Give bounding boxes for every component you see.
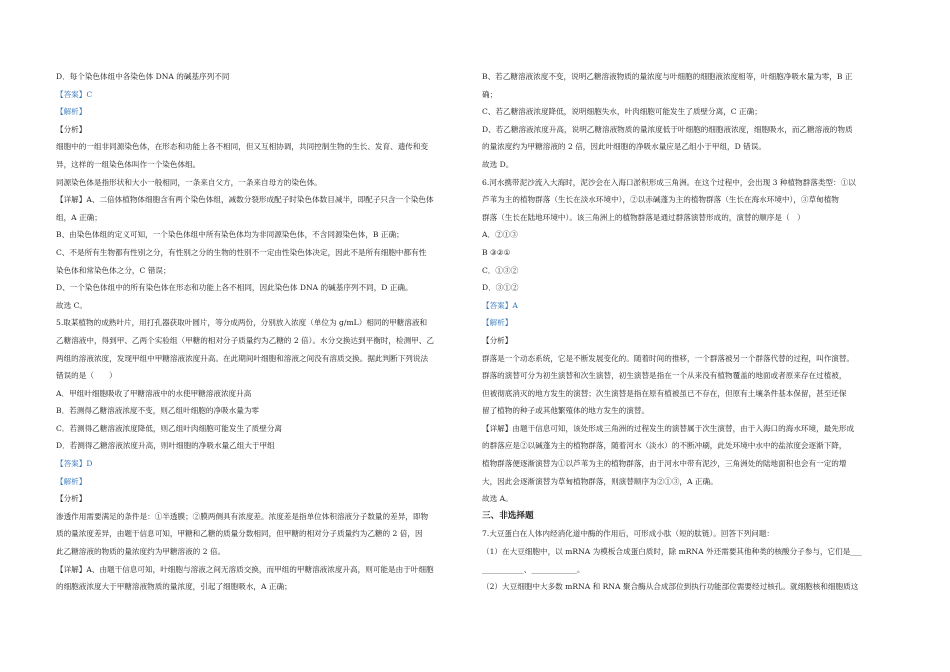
text-line: D．每个染色体组中各染色体 DNA 的碱基序列不同: [56, 72, 230, 81]
answer-tag-line: 【解析】: [482, 318, 513, 328]
left-column: [56, 68, 468, 596]
text-line: （2）大豆细胞中大多数 mRNA 和 RNA 聚合酶从合成部位到执行功能部位需要经过核孔。就细胞核和细胞质这: [482, 582, 859, 592]
text-line: 乙糖溶液中，得到甲、乙两个实验组（甲糖的相对分子质量约为乙糖的 2 倍）。水分交换达到平衡时，检测甲、乙: [56, 335, 434, 345]
text-line: C．若测得乙糖溶液浓度降低，则乙组叶肉细胞可能发生了质壁分离: [56, 423, 283, 433]
text-line: 的细胞液浓度大于甲糖溶液物质的量浓度，引起了细胞吸水，A 正确；: [56, 582, 292, 592]
text-line: 染色体和常染色体之分，C 错误；: [56, 265, 171, 275]
answer-tag-line: 【答案】D: [56, 459, 93, 469]
text-line: 芦苇为主的植物群落（生长在淡水环境中），②以赤碱蓬为主的植物群落（生长在海水环境中），③草甸植物: [482, 195, 839, 205]
text-line: 【分析】: [56, 124, 87, 134]
text-line: 群落是一个动态系统，它是不断发展变化的。随着时间的推移，一个群落被另一个群落代替的过程，叫作演替。: [482, 353, 855, 363]
text-line: D、一个染色体组中的所有染色体在形态和功能上各不相同，因此染色体 DNA 的碱基序列不同，D 正确。: [56, 283, 413, 293]
section-heading: 三、非选择题: [482, 510, 534, 521]
text-line: 留了植物的种子或其他繁殖体的地方发生的演替。: [482, 406, 650, 416]
text-line: C、若乙糖溶液浓度降低，说明细胞失水，叶肉细胞可能发生了质壁分离，C 正确；: [482, 107, 762, 117]
text-line: 【详解】A、由题干信息可知，叶细胞与溶液之间无溶质交换，而甲组的甲糖溶液浓度升高，则可能是由于叶细胞: [56, 564, 434, 574]
text-line: 故选 A。: [482, 494, 513, 504]
text-line: 组，A 正确；: [56, 212, 102, 222]
answer-tag-line: 【解析】: [56, 107, 87, 117]
text-line: 的群落应是②以碱蓬为主的植物群落，随着河水（淡水）的不断冲刷，此处环境中水中的盐浓度会逐渐下降，: [482, 441, 847, 451]
text-line: 6.河水携带泥沙流入大海时，泥沙会在入海口淤积形成三角洲。在这个过程中，会出现 3 种植物群落类型：①以: [482, 177, 856, 187]
text-line: 大，因此会逐渐演替为草甸植物群落，则演替顺序为②①③，A 正确。: [482, 476, 718, 486]
text-line: B．若测得乙糖溶液浓度不变，则乙组叶细胞的净吸水量为零: [56, 406, 260, 416]
text-line: B、由染色体组的定义可知，一个染色体组中所有染色体均为非同源染色体，不含同源染色体，B 正确；: [56, 230, 404, 240]
text-line: 群落的演替可分为初生演替和次生演替，初生演替是指在一个从来没有植物覆盖的地面或者原来存在过植被，: [482, 371, 847, 381]
text-line: 故选 C。: [56, 300, 88, 310]
text-line: 植物群落便逐渐演替为①以芦苇为主的植物群落，由于河水中带有泥沙，三角洲处的陆地面积也会有一定的增: [482, 459, 847, 469]
text-line: 两组的溶液浓度，发现甲组中甲糖溶液浓度升高。在此期间叶细胞和溶液之间没有溶质交换。据此判断下列说法: [56, 353, 429, 363]
text-line: C．①③②: [482, 265, 519, 275]
text-line: D．③①②: [482, 283, 519, 293]
text-line: 的量浓度约为甲糖溶液的 2 倍，因此叶细胞的净吸水量应是乙组小于甲组，D 错误。: [482, 142, 766, 152]
text-line: A．甲组叶细胞吸收了甲糖溶液中的水使甲糖溶液浓度升高: [56, 388, 252, 398]
text-line: 质的量浓度差异，由题干信息可知，甲糖和乙糖的质量分数相同，但甲糖的相对分子质量约为乙糖的 2 倍，因: [56, 529, 423, 539]
text-line: 此乙糖溶液的物质的量浓度约为甲糖溶液的 2 倍。: [56, 547, 226, 557]
text-line: 群落（生长在陆地环境中）。该三角洲上的植物群落是通过群落演替形成的，演替的顺序是（ ）: [482, 212, 805, 222]
text-line: B ③②①: [482, 247, 511, 257]
text-line: 但被彻底消灭的地方发生的演替；次生演替是指在原有植被虽已不存在，但原有土壤条件基本保留，甚至还保: [482, 388, 847, 398]
text-line: D．若测得乙糖溶液浓度升高，则叶细胞的净吸水量乙组大于甲组: [56, 441, 275, 451]
text-line: A．②①③: [482, 230, 518, 240]
text-line: 同源染色体是指形状和大小一般相同，一条来自父方，一条来自母方的染色体。: [56, 177, 322, 187]
text-line: 故选 D。: [482, 159, 514, 169]
text-line: B、若乙糖溶液浓度不变，说明乙糖溶液物质的量浓度与叶细胞的细胞液浓度相等，叶细胞净吸水量为零，B 正: [482, 72, 853, 81]
answer-tag-line: 【答案】A: [482, 300, 518, 310]
text-line: 【详解】A、二倍体植物体细胞含有两个染色体组，减数分裂形成配子时染色体数目减半，即配子只含一个染色体: [56, 195, 434, 205]
text-line: ___________、____________。: [482, 564, 585, 574]
text-line: C、不是所有生物都有性别之分，有性别之分的生物的性别不一定由性染色体决定，因此不是所有细胞中都有性: [56, 247, 427, 257]
text-line: 错误的是（ ）: [56, 371, 117, 381]
text-line: 细胞中的一组非同源染色体，在形态和功能上各不相同，但又互相协调，共同控制生物的生长、发育、遗传和变: [56, 142, 429, 152]
text-line: 7.大豆蛋白在人体内经消化道中酶的作用后，可形成小肽（短的肽链）。回答下列问题：: [482, 529, 775, 539]
text-line: 【详解】由题干信息可知，该处形成三角洲的过程发生的演替属于次生演替，由于入海口的海水环境，最先形成: [482, 423, 855, 433]
text-line: （1）在大豆细胞中，以 mRNA 为模板合成蛋白质时，除 mRNA 外还需要其他种类的核酸分子参与，它们是___: [482, 547, 862, 557]
answer-tag-line: 【解析】: [56, 476, 87, 486]
text-line: 渗透作用需要满足的条件是：①半透膜；②膜两侧具有浓度差。浓度差是指单位体积溶液分子数量的差异，即物: [56, 511, 429, 521]
text-line: 【分析】: [56, 494, 87, 504]
answer-tag-line: 【答案】C: [56, 89, 93, 99]
text-line: 确；: [482, 89, 498, 99]
text-line: 【分析】: [482, 335, 513, 345]
text-line: D、若乙糖溶液浓度升高，说明乙糖溶液物质的量浓度低于叶细胞的细胞液浓度，细胞吸水，而乙糖溶液的物质: [482, 124, 853, 134]
text-line: 异，这样的一组染色体叫作一个染色体组。: [56, 159, 201, 169]
right-column: [482, 68, 894, 596]
text-line: 5.取某植物的成熟叶片，用打孔器获取叶圆片，等分成两份，分别放入浓度（单位为 g/mL）相同的甲糖溶液和: [56, 318, 428, 328]
